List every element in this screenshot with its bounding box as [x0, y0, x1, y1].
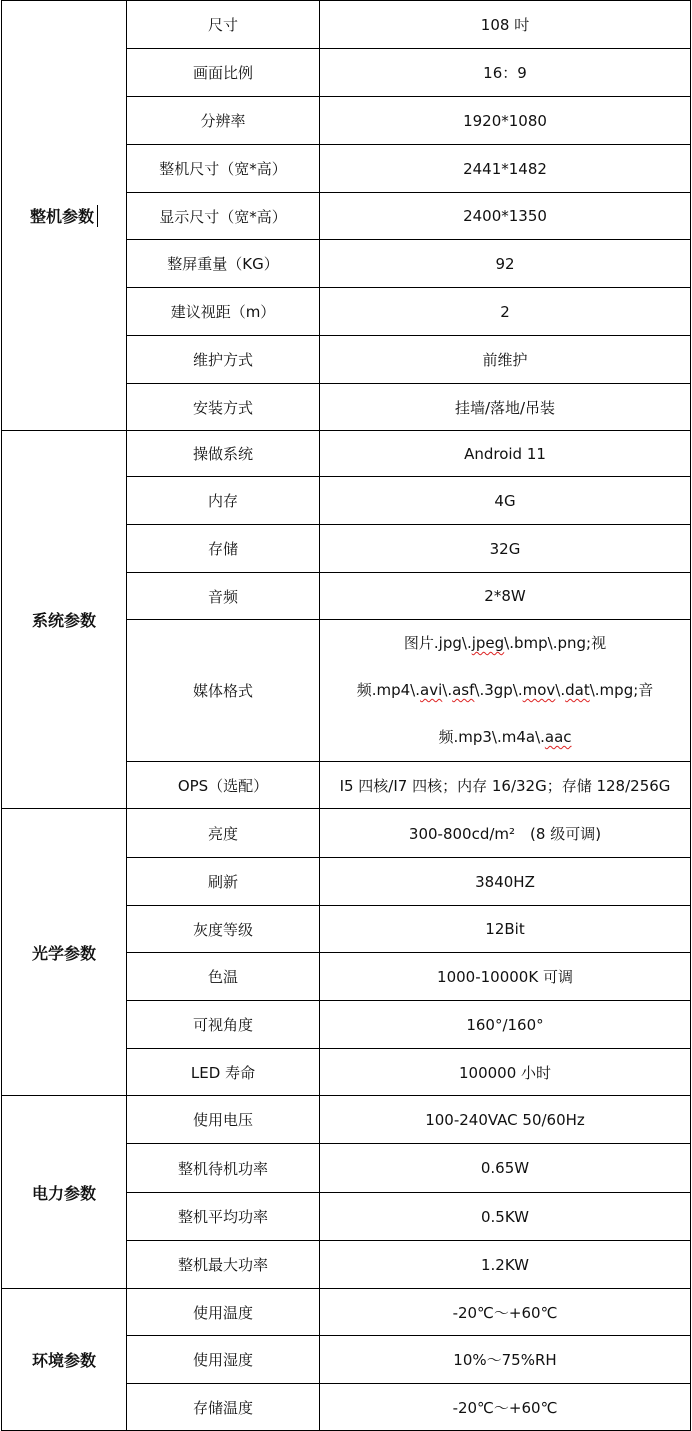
spellcheck-underlined-text: jpeg	[471, 634, 505, 652]
param-label	[127, 1384, 319, 1430]
param-label-text: 灰度等级	[192, 920, 253, 939]
group-label	[2, 431, 126, 808]
param-value-text: Android 11	[464, 444, 546, 463]
param-label	[127, 1193, 319, 1240]
param-label-text: 建议视距（m）	[170, 303, 276, 321]
param-value-text: 100-240VAC 50/60Hz	[425, 1110, 585, 1129]
param-label	[127, 573, 319, 619]
param-value-text: 32G	[489, 539, 521, 558]
param-value	[320, 906, 690, 952]
param-value-text: -20℃～+60℃	[452, 1303, 558, 1322]
param-label	[127, 1001, 319, 1048]
param-value	[320, 145, 690, 192]
spellcheck-underlined-text: dat	[565, 681, 590, 699]
param-label-text: 整机平均功率	[177, 1208, 268, 1226]
param-label-text: 媒体格式	[192, 682, 253, 700]
param-label-text: 使用温度	[192, 1303, 253, 1322]
media-format-segment: \.	[442, 681, 453, 699]
group-name: 光学参数	[31, 943, 96, 963]
param-label	[127, 288, 319, 335]
param-label-text: 整屏重量（KG）	[167, 255, 279, 273]
param-label	[127, 240, 319, 287]
param-value-media-format	[320, 620, 690, 761]
param-label-text: 存储	[207, 540, 238, 558]
param-label	[127, 858, 319, 905]
param-value	[320, 573, 690, 619]
param-label-text: 内存	[207, 492, 238, 510]
param-label	[127, 1336, 319, 1383]
param-value	[320, 97, 690, 144]
param-value	[320, 762, 690, 808]
param-label-text: 分辨率	[200, 112, 246, 130]
param-value-text: 4G	[494, 491, 516, 510]
param-value	[320, 193, 690, 239]
param-value	[320, 49, 690, 96]
param-value-text: 1920*1080	[463, 111, 547, 130]
param-value-text: I5 四核/I7 四核；内存 16/32G；存储 128/256G	[339, 776, 671, 795]
param-label-text: LED 寿命	[190, 1063, 256, 1082]
param-label	[127, 762, 319, 808]
group-label	[2, 809, 126, 1095]
group-name: 系统参数	[31, 611, 96, 630]
spellcheck-underlined-text: asf	[452, 681, 475, 699]
param-value-text: 0.5KW	[481, 1207, 529, 1226]
param-value-text: 2400*1350	[463, 207, 547, 225]
param-label-text: 音频	[207, 587, 238, 606]
param-value-text: 100000 小时	[458, 1063, 552, 1082]
media-format-segment: \.bmp\.png;视频.mp4\.	[356, 634, 607, 699]
param-label	[127, 336, 319, 383]
param-value	[320, 1384, 690, 1430]
param-value-text: 300-800cd/m² (8 级可调)	[408, 824, 602, 843]
param-label	[127, 953, 319, 1000]
param-label-text: OPS（选配）	[177, 776, 269, 795]
param-label-text: 画面比例	[192, 64, 253, 82]
group-name: 电力参数	[31, 1183, 96, 1203]
param-label	[127, 809, 319, 857]
param-label	[127, 525, 319, 572]
spellcheck-underlined-text: aac	[544, 728, 572, 746]
param-label	[127, 384, 319, 430]
param-value-text: 1.2KW	[481, 1255, 529, 1274]
param-value	[320, 1241, 690, 1288]
param-value-text: 挂墙/落地/吊装	[454, 398, 556, 417]
table-border-right	[690, 0, 691, 1431]
group-label	[2, 1096, 126, 1288]
media-format-text	[346, 620, 664, 761]
param-label-text: 存储温度	[192, 1398, 253, 1417]
param-label-text: 尺寸	[207, 16, 238, 34]
param-label	[127, 431, 319, 476]
param-value	[320, 1001, 690, 1048]
param-label-text: 整机待机功率	[177, 1159, 268, 1178]
param-label	[127, 145, 319, 192]
param-value-text: 0.65W	[480, 1159, 530, 1177]
param-value-text: 160°/160°	[466, 1015, 544, 1034]
media-format-segment: 图片.jpg\.	[403, 634, 472, 652]
param-value-text: 2*8W	[484, 587, 526, 605]
group-label	[2, 1, 126, 430]
param-value	[320, 288, 690, 335]
param-label-text: 刷新	[207, 873, 238, 891]
param-value-text: 3840HZ	[475, 872, 535, 891]
media-format-segment: \.3gp\.	[474, 681, 523, 699]
param-value	[320, 525, 690, 572]
param-label	[127, 620, 319, 761]
spellcheck-underlined-text: mov	[522, 681, 556, 699]
param-value	[320, 858, 690, 905]
param-value	[320, 1193, 690, 1240]
param-label	[127, 1, 319, 48]
media-format-segment: \.	[555, 681, 566, 699]
param-label	[127, 1241, 319, 1288]
param-label	[127, 193, 319, 239]
param-label-text: 亮度	[207, 824, 238, 843]
group-label	[2, 1289, 126, 1430]
param-label-text: 可视角度	[192, 1016, 253, 1034]
param-label	[127, 1144, 319, 1192]
group-name: 环境参数	[31, 1351, 96, 1370]
param-value	[320, 240, 690, 287]
param-value	[320, 953, 690, 1000]
param-value	[320, 1096, 690, 1143]
param-value-text: -20℃～+60℃	[452, 1398, 558, 1417]
param-label	[127, 49, 319, 96]
param-value-text: 1000-10000K 可调	[437, 968, 573, 986]
param-value-text: 92	[495, 254, 515, 273]
param-value	[320, 336, 690, 383]
media-format-segment: \.mpg;音频.mp3\.m4a\.	[438, 681, 654, 746]
param-value-text: 12Bit	[485, 920, 525, 938]
param-label-text: 使用电压	[192, 1111, 253, 1129]
param-value	[320, 809, 690, 857]
param-label-text: 显示尺寸（宽*高）	[159, 207, 287, 226]
param-label-text: 使用湿度	[192, 1351, 253, 1369]
param-label-text: 色温	[207, 968, 238, 986]
param-label	[127, 906, 319, 952]
group-name: 整机参数	[29, 207, 94, 226]
param-value-text: 前维护	[482, 351, 528, 369]
param-value	[320, 384, 690, 430]
param-value-text: 108 吋	[480, 16, 530, 34]
param-label	[127, 1096, 319, 1143]
text-cursor	[97, 205, 98, 227]
param-label	[127, 1049, 319, 1095]
param-value	[320, 1289, 690, 1335]
param-label	[127, 477, 319, 524]
param-label-text: 整机尺寸（宽*高）	[159, 160, 287, 178]
param-value	[320, 1336, 690, 1383]
param-label-text: 操做系统	[192, 445, 253, 463]
param-label-text: 整机最大功率	[177, 1256, 268, 1274]
param-value	[320, 1144, 690, 1192]
spellcheck-underlined-text: avi	[420, 681, 443, 699]
param-value-text: 2441*1482	[463, 159, 547, 178]
param-label-text: 维护方式	[192, 351, 253, 369]
param-value	[320, 1049, 690, 1095]
param-label	[127, 97, 319, 144]
param-label-text: 安装方式	[192, 398, 253, 417]
param-value-text: 10%～75%RH	[453, 1351, 557, 1369]
param-value-text: 2	[500, 302, 510, 321]
param-label	[127, 1289, 319, 1335]
param-value	[320, 431, 690, 476]
param-value-text: 16：9	[483, 64, 527, 82]
param-value	[320, 477, 690, 524]
param-value	[320, 1, 690, 48]
